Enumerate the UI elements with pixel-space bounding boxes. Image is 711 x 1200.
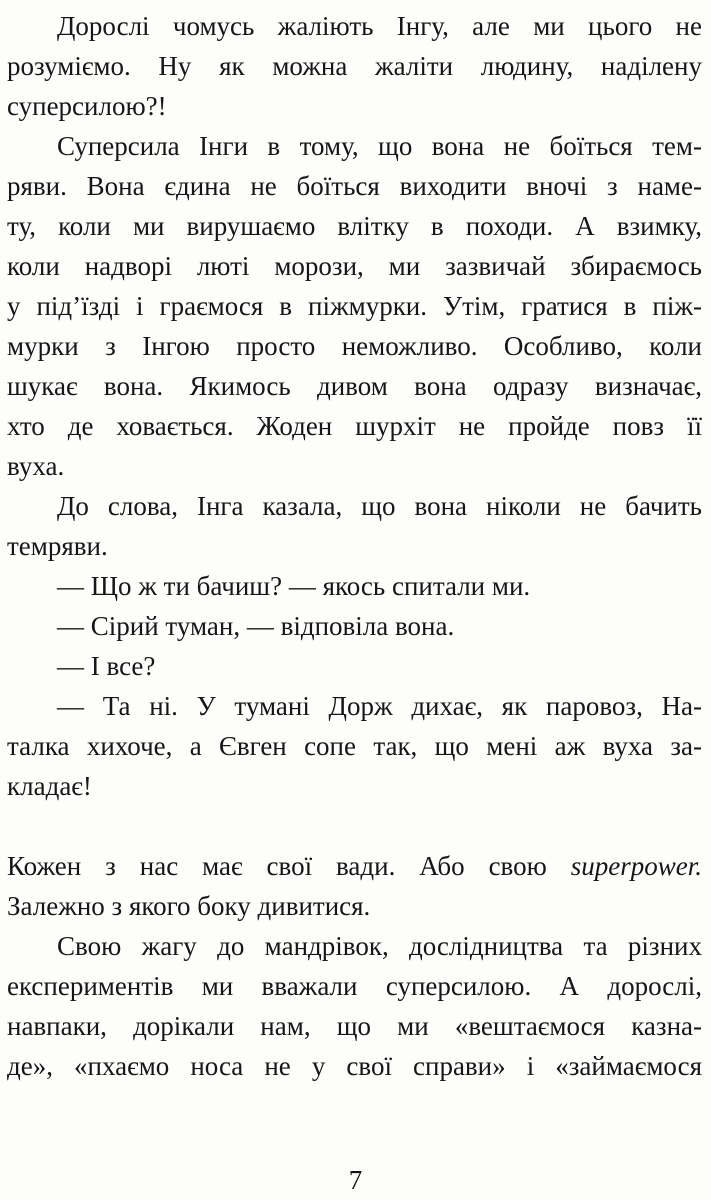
text-segment: розуміємо. Ну як можна жаліти людину, наділену — [7, 51, 702, 81]
text-line — [7, 126, 702, 166]
page-text — [7, 6, 702, 1086]
text-line — [7, 206, 702, 246]
text-line — [7, 646, 702, 686]
text-line — [7, 86, 702, 126]
text-segment: Свою жагу до мандрівок, дослідництва та різних — [57, 931, 702, 961]
text-segment: вуха. — [7, 451, 65, 481]
text-segment: Залежно з якого боку дивитися. — [7, 891, 371, 921]
text-line — [7, 46, 702, 86]
text-segment: Дорослі чомусь жаліють Інгу, але ми цього не — [57, 11, 702, 41]
text-line — [7, 246, 702, 286]
text-segment: талка хихоче, а Євген сопе так, що мені аж вуха за- — [7, 731, 702, 761]
text-segment: — І все? — [57, 651, 156, 681]
text-segment: кладає! — [7, 771, 92, 801]
text-line — [7, 326, 702, 366]
text-segment: ту, коли ми вирушаємо влітку в походи. А взимку, — [7, 211, 702, 241]
text-segment: шукає вона. Якимось дивом вона одразу визначає, — [7, 371, 702, 401]
page-number: 7 — [348, 1165, 363, 1195]
text-segment: Суперсила Інги в тому, що вона не боїться тем- — [57, 131, 702, 161]
text-line — [7, 1046, 702, 1086]
text-segment: експериментів ми вважали суперсилою. А дорослі, — [7, 971, 702, 1001]
text-line — [7, 846, 702, 886]
text-line — [7, 886, 702, 926]
text-segment: де», «пхаємо носа не у свої справи» і «займаємося — [7, 1051, 702, 1081]
text-line — [7, 166, 702, 206]
text-line — [7, 286, 702, 326]
text-line — [7, 686, 702, 726]
text-segment: хто де ховається. Жоден шурхіт не пройде повз її — [7, 411, 702, 441]
text-segment: коли надворі люті морози, ми зазвичай збираємось — [7, 251, 702, 281]
text-line — [7, 1006, 702, 1046]
text-line — [7, 526, 702, 566]
text-line — [7, 726, 702, 766]
text-line — [7, 966, 702, 1006]
text-line — [7, 486, 702, 526]
text-line — [7, 606, 702, 646]
text-segment-italic: superpower. — [570, 851, 702, 881]
text-line — [7, 366, 702, 406]
text-segment: навпаки, дорікали нам, що ми «вештаємося казна- — [7, 1011, 702, 1041]
text-line — [7, 406, 702, 446]
text-line — [7, 6, 702, 46]
text-line — [7, 926, 702, 966]
text-line — [7, 566, 702, 606]
text-segment: — Та ні. У тумані Дорж дихає, як паровоз, На- — [57, 691, 702, 721]
text-segment: суперсилою?! — [7, 91, 167, 121]
text-segment: — Що ж ти бачиш? — якось спитали ми. — [57, 571, 531, 601]
text-segment: До слова, Інга казала, що вона ніколи не бачить — [57, 491, 702, 521]
text-line — [7, 766, 702, 806]
text-segment: темряви. — [7, 531, 108, 561]
text-segment: у під’їзді і граємося в піжмурки. Утім, гратися в піж- — [7, 291, 702, 321]
text-line — [7, 446, 702, 486]
text-segment: ряви. Вона єдина не боїться виходити вночі з наме- — [7, 171, 702, 201]
text-segment: — Сірий туман, — відповіла вона. — [57, 611, 455, 641]
text-segment: мурки з Інгою просто неможливо. Особливо, коли — [7, 331, 702, 361]
text-segment: Кожен з нас має свої вади. Або свою — [7, 851, 571, 881]
